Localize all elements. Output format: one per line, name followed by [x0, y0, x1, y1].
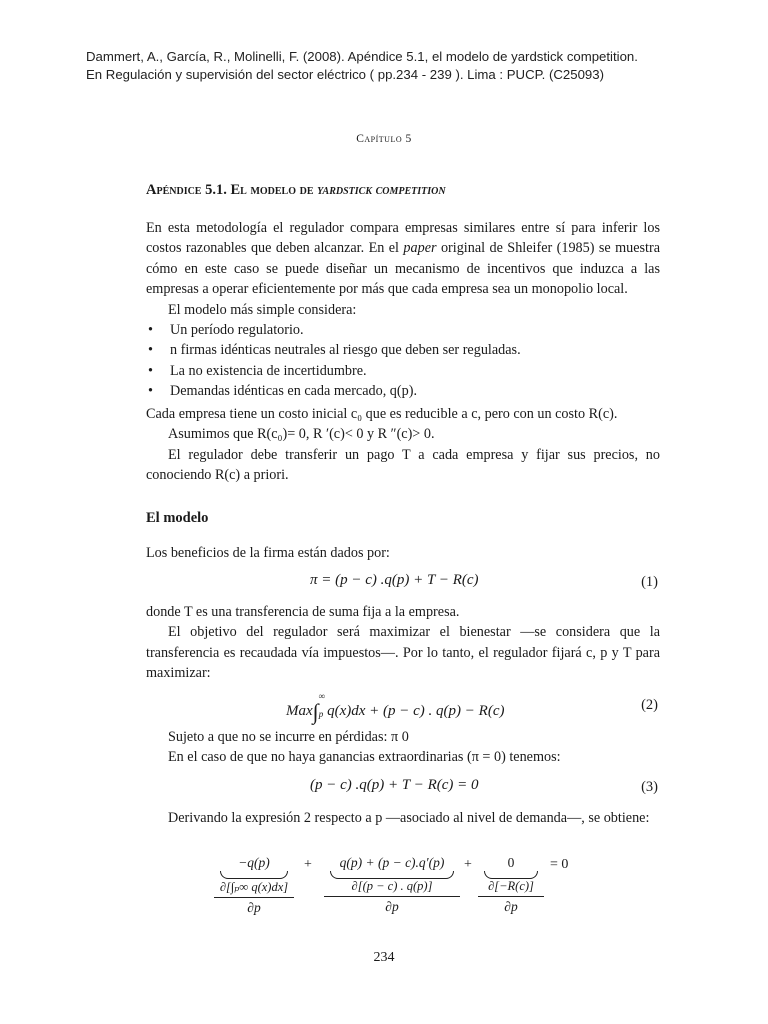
term-3-top: 0	[507, 855, 515, 870]
equals-zero: = 0	[550, 857, 569, 872]
plus-sign-2: +	[464, 857, 472, 872]
cost-line-1: Cada empresa tiene un costo inicial c₀ que es reducible a c, pero con un costo R(c).	[146, 406, 618, 422]
derivation-intro: Derivando la expresión 2 respecto a p —asociado al nivel de demanda—, se obtiene:	[168, 810, 650, 826]
term-2-brace	[330, 871, 454, 879]
no-extra-gains: En el caso de que no haya ganancias extraordinarias (π = 0) tenemos:	[168, 749, 561, 766]
plus-sign-1: +	[304, 857, 312, 872]
section-heading: El modelo	[146, 510, 209, 526]
assumption-item: • La no existencia de incertidumbre.	[146, 361, 660, 381]
citation-header	[86, 48, 686, 83]
eq2-max: Max	[286, 703, 313, 719]
term-3-numerator: ∂[−R(c)]	[488, 879, 534, 893]
term-1-denominator: ∂p	[247, 900, 261, 915]
citation-line-1: Dammert, A., García, R., Molinelli, F. (2008). Apéndice 5.1, el modelo de yardstick competition.	[86, 49, 638, 64]
assumption-item: • n firmas idénticas neutrales al riesgo que deben ser reguladas.	[146, 340, 660, 360]
intro-paper-word: paper	[403, 240, 437, 257]
model-intro: Los beneficios de la firma están dados por:	[146, 545, 390, 561]
term-2-numerator: ∂[(p − c) . q(p)]	[351, 879, 433, 893]
model-simple-line: El modelo más simple considera:	[168, 301, 357, 318]
appendix-title-prefix: Apéndice 5.1.	[146, 182, 227, 198]
derivation-text	[146, 808, 660, 828]
eq2-upper-limit: ∞	[318, 691, 326, 701]
equation-2	[286, 692, 504, 725]
equation-1-number: (1)	[641, 574, 658, 590]
term-2-top: q(p) + (p − c).q′(p)	[339, 855, 445, 870]
derivative-expression	[214, 855, 594, 925]
appendix-title-main: El modelo de	[230, 182, 314, 198]
chapter-label: Capítulo 5	[356, 133, 412, 145]
equation-3: (p − c) .q(p) + T − R(c) = 0	[310, 777, 479, 793]
term-1-top: −q(p)	[238, 855, 270, 870]
model-text-block	[146, 602, 660, 684]
page-number: 234	[373, 950, 395, 965]
equation-2-number: (2)	[641, 697, 658, 713]
eq2-body: q(x)dx + (p − c) . q(p) − R(c)	[327, 703, 505, 719]
intro-paragraph	[146, 218, 660, 300]
term-2-denominator: ∂p	[385, 899, 399, 914]
eq2-lower-limit: p	[318, 709, 324, 719]
no-loss-constraint: Sujeto a que no se incurre en pérdidas: π 0	[168, 729, 409, 745]
term-3-brace	[484, 871, 538, 879]
assumption-item: • Demandas idénticas en cada mercado, q(p).	[146, 381, 660, 401]
citation-line-2: En Regulación y supervisión del sector eléctrico ( pp.234 - 239 ). Lima : PUCP. (C25093)	[86, 66, 604, 82]
cost-line-3: El regulador debe transferir un pago T a cada empresa y fijar sus precios, no conociendo R(c) a priori.	[146, 446, 660, 484]
assumption-item: • Un período regulatorio.	[146, 320, 660, 340]
constraint-block	[168, 727, 660, 768]
term-1-numerator: ∂[∫ₚ∞ q(x)dx]	[219, 880, 289, 894]
term-2-fraction-bar	[324, 896, 460, 897]
term-1-brace	[220, 871, 288, 879]
intro-block	[146, 218, 660, 402]
integral-sign: ∫	[312, 699, 319, 724]
transfer-definition: donde T es una transferencia de suma fija a la empresa.	[146, 604, 460, 620]
equation-1: π = (p − c) .q(p) + T − R(c)	[310, 572, 479, 588]
term-3-fraction-bar	[478, 896, 544, 897]
regulator-objective: El objetivo del regulador será maximizar el bienestar —se considera que la transferencia es recaudada vía impuestos—. Por lo tanto, el regulador fijará c, p y T para maximizar:	[146, 624, 660, 682]
term-1	[214, 855, 294, 916]
equation-3-number: (3)	[641, 779, 658, 795]
appendix-title-italic: yardstick competition	[317, 182, 446, 198]
appendix-title	[146, 182, 446, 199]
cost-block	[146, 404, 660, 486]
intro-text-a: En esta metodología el regulador compara empresas similares entre sí para inferir los costos razonables que deben alcanzar. En el	[146, 220, 660, 257]
term-3	[478, 855, 544, 915]
intro-text-b: original de Shleifer (1985) se muestra cómo en este caso se puede diseñar un mecanismo de incentivos que induzca a las empresas a operar eficientemente por más que cada empresa sea un monopolio local.	[146, 240, 661, 298]
term-2	[324, 855, 460, 915]
assumption-list	[146, 320, 660, 402]
term-1-fraction-bar	[214, 897, 294, 898]
term-3-denominator: ∂p	[504, 899, 518, 914]
cost-line-2: Asumimos que R(c₀)= 0, R ′(c)< 0 y R ″(c)> 0.	[168, 426, 435, 443]
